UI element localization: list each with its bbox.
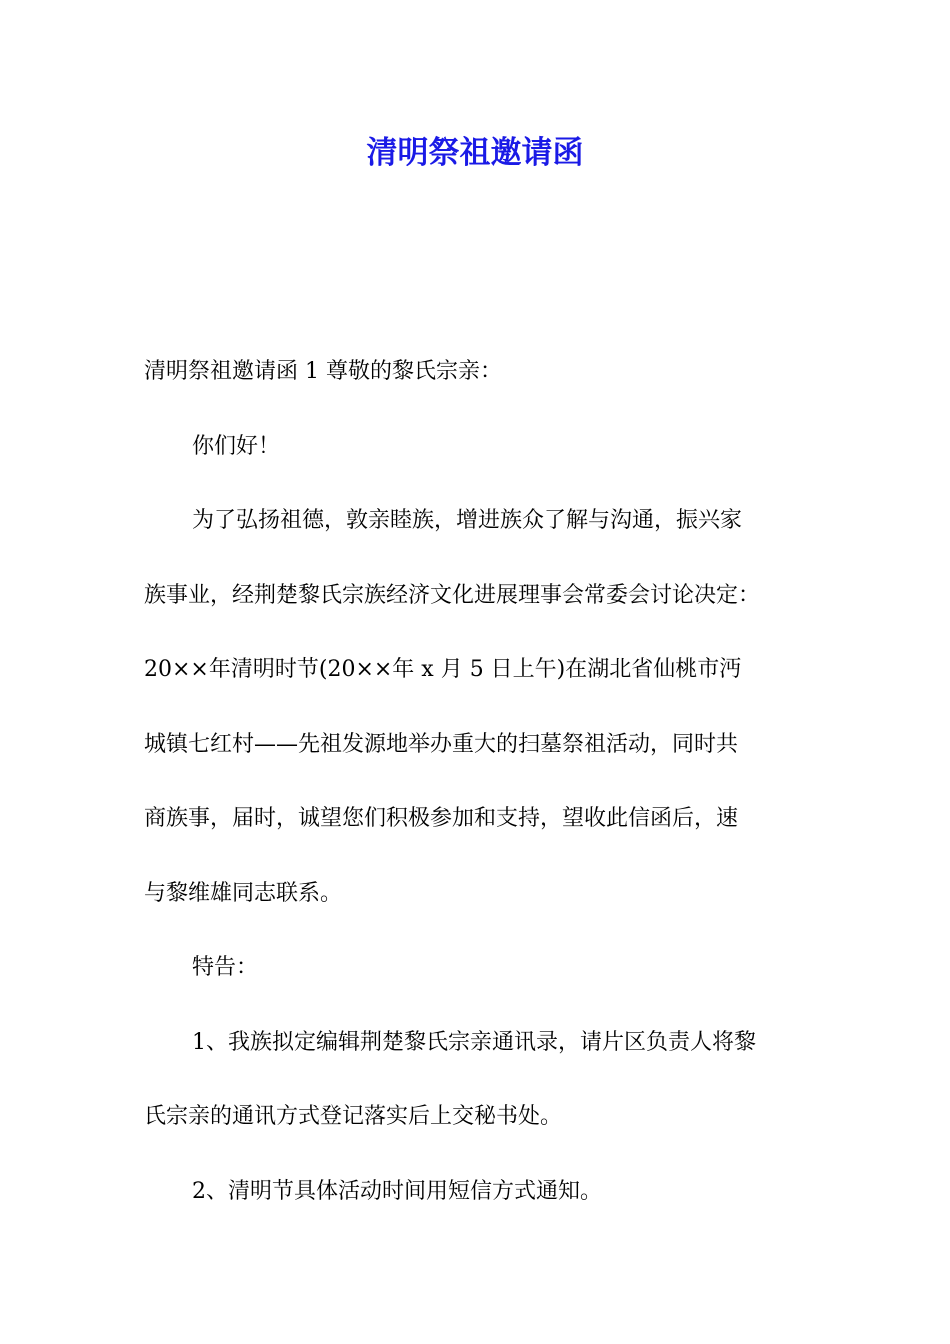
- greeting-line: 你们好！: [192, 433, 281, 459]
- salutation-line: 清明祭祖邀请函 1 尊敬的黎氏宗亲：: [144, 359, 502, 384]
- notice-heading: 特告：: [192, 955, 259, 980]
- body-paragraph-line: 商族事，届时，诚望您们积极参加和支持，望收此信函后，速: [144, 806, 739, 831]
- body-paragraph-line: 20××年清明时节(20××年 x 月 5 日上午)在湖北省仙桃市沔: [144, 657, 742, 682]
- notice-item-line: 2、清明节具体活动时间用短信方式通知。: [192, 1178, 602, 1204]
- document-body: [144, 335, 810, 1229]
- body-paragraph-line: 城镇七红村——先祖发源地举办重大的扫墓祭祖活动，同时共: [144, 731, 739, 757]
- body-paragraph-line: 为了弘扬祖德，敦亲睦族，增进族众了解与沟通，振兴家: [192, 508, 743, 533]
- body-paragraph-line: 与黎维雄同志联系。: [144, 880, 343, 906]
- notice-item-line: 1、我族拟定编辑荆楚黎氏宗亲通讯录，请片区负责人将黎: [192, 1029, 756, 1055]
- notice-item-line: 氏宗亲的通讯方式登记落实后上交秘书处。: [144, 1104, 563, 1129]
- document-title: 清明祭祖邀请函: [366, 135, 584, 171]
- body-paragraph-line: 族事业，经荆楚黎氏宗族经济文化进展理事会常委会讨论决定：: [144, 582, 761, 608]
